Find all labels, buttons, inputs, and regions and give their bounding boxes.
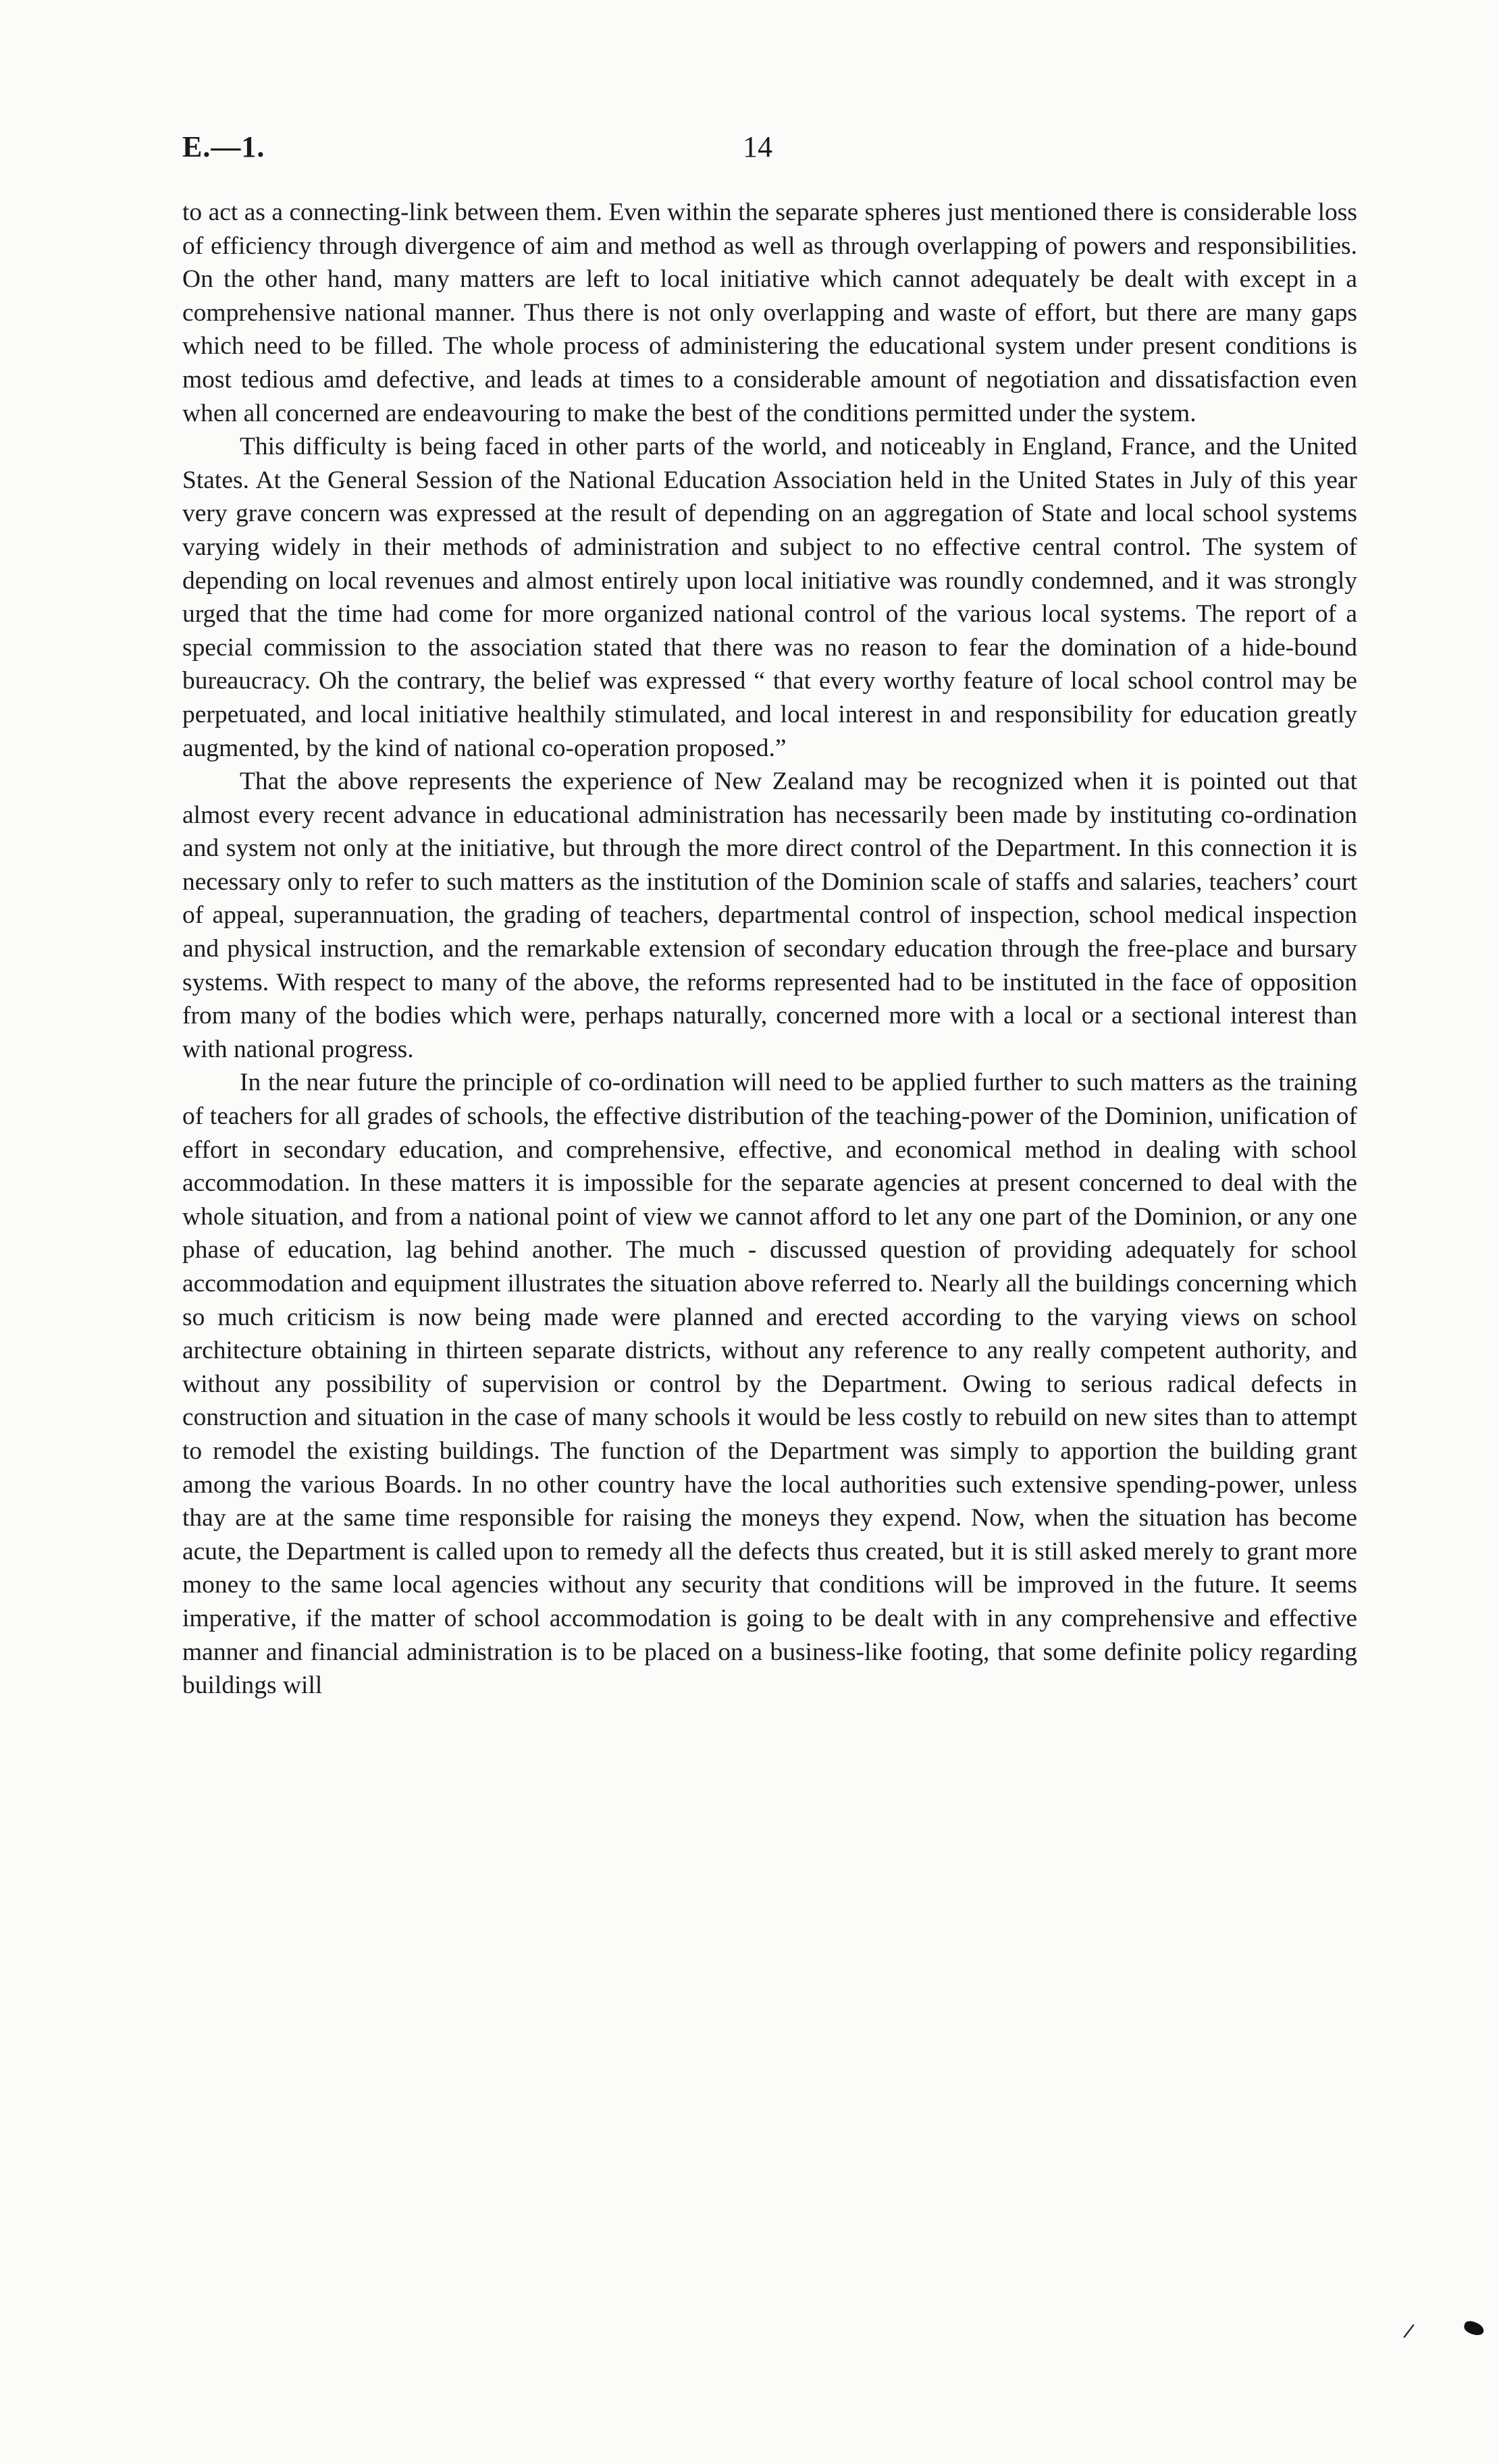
body-text [182,196,1357,1703]
running-header [182,130,1357,177]
paragraph-continued: to act as a connecting-link between them. Even within the separate spheres just mentioned there is considerable loss of efficiency through divergence of aim and method as well as through overlapping of powers and responsibilities. On the other hand, many matters are left to local initiative which cannot adequately be dealt with except in a comprehensive national manner. Thus there is not only overlapping and waste of effort, but there are many gaps which need to be filled. The whole process of administering the educational system under present conditions is most tedious amd defective, and leads at times to a considerable amount of negotiation and dissatisfaction even when all concerned are endeavouring to make the best of the conditions permitted under the system. [182,198,1357,427]
ink-blot [1463,2320,1485,2337]
paragraph: That the above represents the experience of New Zealand may be recognized when it is pointed out that almost every recent advance in educational administration has necessarily been made by instituting co-ordination and system not only at the initiative, but through the more direct control of the Department. In this connection it is necessary only to refer to such matters as the institution of the Dominion scale of staffs and salaries, teachers’ court of appeal, superannuation, the grading of teachers, departmental control of inspection, school medical inspection and physical instruction, and the remarkable extension of secondary education through the free-place and bursary systems. With respect to many of the above, the reforms represented had to be instituted in the face of opposition from many of the bodies which were, perhaps naturally, concerned more with a local or a sectional interest than with national progress. [182,768,1357,1063]
document-code: E.—1. [182,130,265,163]
page-number: 14 [743,130,772,163]
margin-stray-mark: / [1402,2319,1416,2342]
paragraph: This difficulty is being faced in other parts of the world, and noticeably in England, France, and the United States. At the General Session of the National Education Association held in the United States in July of this year very grave concern was expressed at the result of depending on an aggregation of State and local school systems varying widely in their methods of administration and subject to no effective central control. The system of depending on local revenues and almost entirely upon local initiative was roundly condemned, and it was strongly urged that the time had come for more organized national control of the various local systems. The report of a special commission to the association stated that there was no reason to fear the domination of a hide-bound bureaucracy. Oh the contrary, the belief was expressed “ that every worthy feature of local school control may be perpetuated, and local initiative healthily stimulated, and local interest in and responsibility for education greatly augmented, by the kind of national co-operation proposed.” [182,433,1357,762]
paragraph: In the near future the principle of co-ordination will need to be applied further to such matters as the training of teachers for all grades of schools, the effective distribution of the teaching-power of the Dominion, unification of effort in secondary education, and comprehensive, effective, and economical method in dealing with school accommodation. In these matters it is impossible for the separate agencies at present concerned to deal with the whole situation, and from a national point of view we cannot afford to let any one part of the Dominion, or any one phase of education, lag behind another. The much - discussed question of providing adequately for school accommodation and equipment illustrates the situation above referred to. Nearly all the buildings concerning which so much criticism is now being made were planned and erected according to the varying views on school architecture obtaining in thirteen separate districts, without any reference to any really competent authority, and without any possibility of supervision or control by the Department. Owing to serious radical defects in construction and situation in the case of many schools it would be less costly to rebuild on new sites than to attempt to remodel the existing buildings. The function of the Department was simply to apportion the building grant among the various Boards. In no other country have the local authorities such extensive spending-power, unless thay are at the same time responsible for raising the moneys they expend. Now, when the situation has become acute, the Department is called upon to remedy all the defects thus created, but it is still asked merely to grant more money to the same local agencies without any security that conditions will be improved in the future. It seems imperative, if the matter of school accommodation is going to be dealt with in any comprehensive and effective manner and financial administration is to be placed on a business-like footing, that some definite policy regarding buildings will [182,1069,1357,1700]
